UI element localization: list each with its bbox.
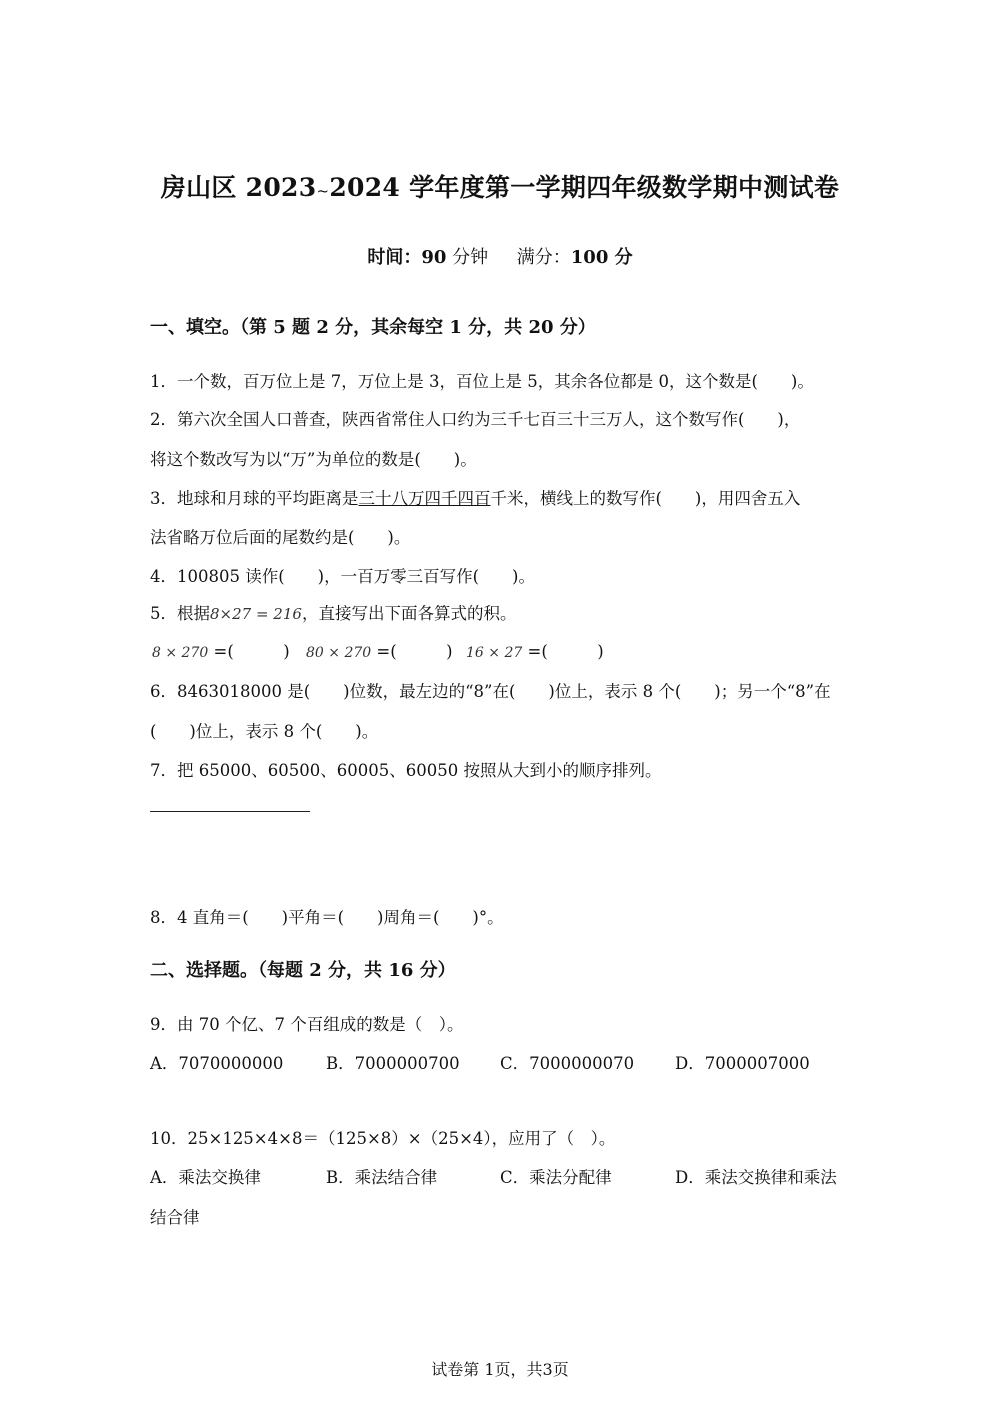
item-1-answer: =( ) (213, 642, 290, 661)
time-value: 90 (421, 247, 447, 268)
question-2-line1: 2．第六次全国人口普查，陕西省常住人口约为三千七百三十三万人，这个数写作( )， (150, 410, 801, 429)
question-9-stem: 9．由 70 个亿、7 个百组成的数是（ ）。 (150, 1015, 464, 1034)
title-separator: ~ (316, 182, 330, 200)
question-8: 8．4 直角＝( )平角＝( )周角＝( )°。 (150, 908, 504, 927)
question-5-item-2 (306, 638, 453, 662)
question-3-suffix: 千米，横线上的数写作( )，用四舍五入 (490, 489, 801, 508)
question-5-prefix: 5．根据 (150, 604, 210, 623)
question-3-prefix: 3．地球和月球的平均距离是 (150, 489, 359, 508)
page-footer: 试卷第 1页，共3页 (431, 1360, 569, 1379)
question-9-option-c: C．7000000070 (500, 1054, 635, 1073)
question-5-item-1 (152, 638, 290, 662)
question-9-option-b: B．7000000700 (326, 1054, 460, 1073)
question-10-option-d: D．乘法交换律和乘法 (675, 1168, 837, 1187)
question-5-stem (150, 600, 516, 624)
question-4: 4．100805 读作( )，一百万零三百写作( )。 (150, 567, 535, 586)
question-10-option-b: B．乘法结合律 (326, 1168, 438, 1187)
title-part2: 2024 学年度第一学期四年级数学期中测试卷 (329, 173, 840, 202)
question-7: 7．把 65000、60500、60005、60050 按照从大到小的顺序排列。 (150, 761, 662, 780)
question-6-line1: 6．8463018000 是( )位数，最左边的“8”在( )位上，表示 8 个( )；另一个“8”在 (150, 682, 831, 701)
question-3-underlined: 三十八万四千四百 (358, 489, 491, 508)
score-label: 满分： (516, 247, 571, 268)
question-1: 1．一个数，百万位上是 7，万位上是 3，百位上是 5，其余各位都是 0，这个数是( )。 (150, 372, 814, 391)
exam-title (0, 168, 1000, 204)
item-3-answer: =( ) (527, 642, 604, 661)
question-3-line1 (150, 485, 800, 509)
question-9-option-d: D．7000007000 (675, 1054, 810, 1073)
question-10-stem: 10．25×125×4×8＝（125×8）×（25×4），应用了（ ）。 (150, 1129, 616, 1148)
question-5-suffix: ，直接写出下面各算式的积。 (301, 604, 517, 623)
title-part1: 房山区 2023 (160, 173, 317, 202)
time-unit: 分钟 (452, 247, 489, 268)
question-3-line2: 法省略万位后面的尾数约是( )。 (150, 528, 411, 547)
question-6-line2: ( )位上，表示 8 个( )。 (150, 722, 379, 741)
question-10-option-c: C．乘法分配律 (500, 1168, 612, 1187)
question-10-option-a: A．乘法交换律 (150, 1168, 261, 1187)
item-2-answer: =( ) (376, 642, 453, 661)
item-2-expr: 80 × 270 (306, 645, 372, 661)
question-5-item-3 (466, 638, 604, 662)
question-2-line2: 将这个数改写为以“万”为单位的数是( )。 (150, 450, 477, 469)
item-1-expr: 8 × 270 (152, 645, 209, 661)
question-10-option-d-continued: 结合律 (150, 1208, 200, 1227)
score-value: 100 分 (570, 247, 633, 268)
item-3-expr: 16 × 27 (466, 645, 523, 661)
question-7-answer-line (150, 811, 310, 812)
question-9-option-a: A．7070000000 (150, 1054, 284, 1073)
exam-subtitle (0, 243, 1000, 269)
section1-heading: 一、填空。（第 5 题 2 分，其余每空 1 分，共 20 分） (150, 317, 596, 338)
section2-heading: 二、选择题。（每题 2 分，共 16 分） (150, 960, 456, 981)
time-label: 时间： (367, 247, 422, 268)
question-5-formula: 8×27 = 216 (210, 605, 302, 623)
